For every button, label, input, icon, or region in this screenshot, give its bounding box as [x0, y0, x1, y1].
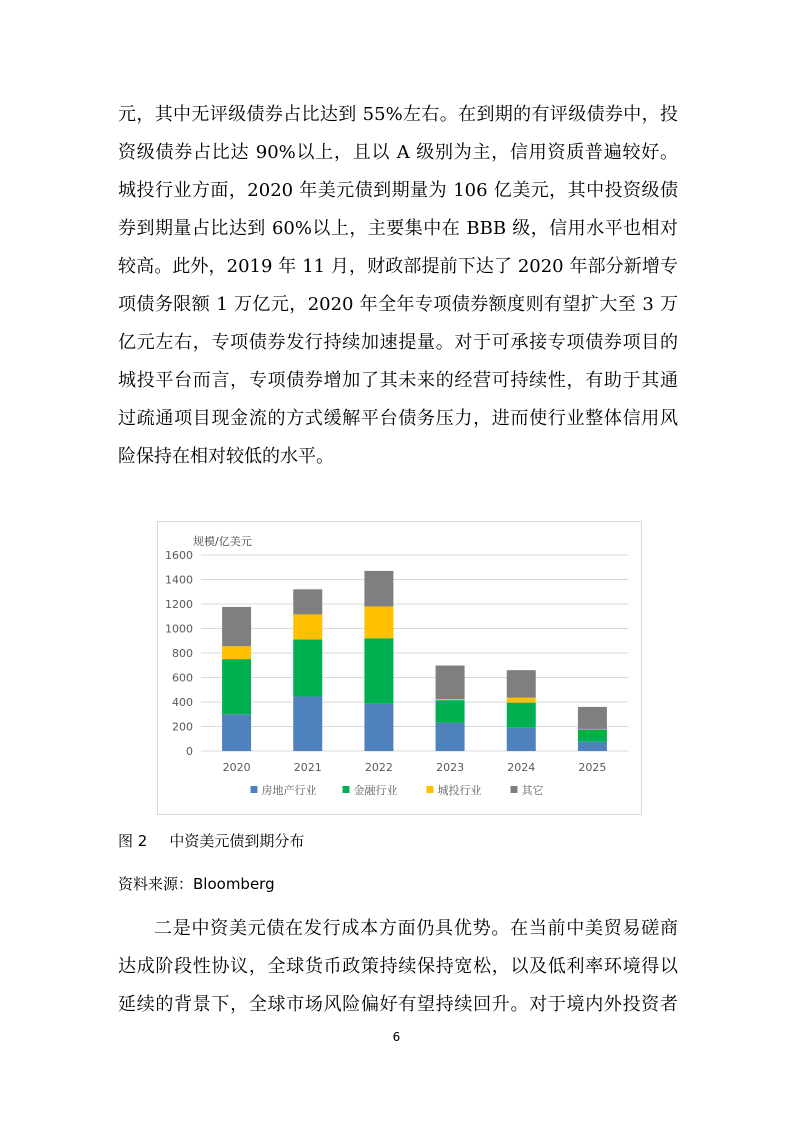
bar-segment	[578, 707, 607, 729]
y-tick-label: 1400	[165, 573, 193, 587]
bar-segment	[507, 703, 536, 728]
bar-segment	[293, 640, 322, 697]
figure-source: 资料来源：Bloomberg	[118, 875, 275, 893]
bar-segment	[507, 728, 536, 751]
y-axis-label: 规模/亿美元	[193, 535, 252, 548]
paragraph-1	[118, 96, 678, 476]
chart-figure	[157, 521, 642, 815]
bar-segment	[578, 730, 607, 742]
bar-segment	[436, 723, 465, 751]
text-line: 险保持在相对较低的水平。	[118, 446, 334, 467]
y-tick-label: 0	[186, 745, 193, 758]
y-tick-label: 400	[172, 696, 193, 709]
legend-label: 房地产行业	[261, 784, 317, 797]
bar-segment	[293, 589, 322, 614]
bar-segment	[293, 614, 322, 639]
text-line: 券到期量占比达到 60%以上，主要集中在 BBB 级，信用水平也相对	[118, 218, 678, 239]
bar-segment	[578, 742, 607, 751]
figure-caption	[118, 830, 304, 851]
text-line: 城投平台而言，专项债券增加了其未来的经营可持续性，有助于其通	[118, 370, 678, 391]
legend-label: 金融行业	[353, 784, 398, 797]
page-number: 6	[392, 1030, 401, 1044]
text-line: 项债务限额 1 万亿元，2020 年全年专项债券额度则有望扩大至 3 万	[118, 294, 678, 315]
bar-segment	[364, 638, 393, 704]
stacked-bar-chart	[158, 522, 643, 816]
legend-swatch	[343, 786, 350, 793]
bar-segment	[222, 646, 251, 659]
legend-label: 其它	[521, 784, 544, 797]
y-tick-label: 200	[172, 720, 193, 734]
bar-segment	[222, 607, 251, 646]
bar-segment	[578, 729, 607, 730]
x-tick-label: 2024	[507, 761, 536, 774]
y-tick-label: 1000	[165, 622, 193, 636]
x-tick-label: 2022	[364, 761, 393, 774]
text-line: 较高。此外，2019 年 11 月，财政部提前下达了 2020 年部分新增专	[118, 256, 678, 277]
bar-segment	[222, 659, 251, 714]
paragraph-2	[118, 910, 678, 1024]
text-line: 二是中资美元债在发行成本方面仍具优势。在当前中美贸易磋商	[154, 918, 678, 939]
text-line: 达成阶段性协议，全球货币政策持续保持宽松，以及低利率环境得以	[118, 956, 678, 977]
bar-segment	[507, 698, 536, 703]
bar-segment	[364, 704, 393, 751]
x-tick-label: 2021	[293, 761, 322, 774]
y-tick-label: 800	[172, 647, 193, 660]
text-line: 资级债券占比达 90%以上，且以 A 级别为主，信用资质普遍较好。	[118, 142, 678, 163]
text-line: 亿元左右，专项债券发行持续加速提量。对于可承接专项债券项目的	[118, 332, 678, 353]
text-line: 延续的背景下，全球市场风险偏好有望持续回升。对于境内外投资者	[118, 994, 678, 1015]
x-tick-label: 2020	[222, 761, 251, 774]
bar-segment	[293, 696, 322, 751]
figure-number: 图 2	[118, 832, 148, 850]
legend-swatch	[511, 786, 518, 793]
bar-segment	[507, 670, 536, 698]
x-tick-label: 2025	[578, 761, 607, 774]
bar-segment	[364, 606, 393, 638]
bar-segment	[436, 700, 465, 723]
y-tick-label: 1600	[165, 549, 193, 562]
text-line: 过疏通项目现金流的方式缓解平台债务压力，进而使行业整体信用风	[118, 408, 678, 429]
text-line: 城投行业方面，2020 年美元债到期量为 106 亿美元，其中投资级债	[118, 180, 678, 201]
legend-label: 城投行业	[437, 784, 482, 797]
y-tick-label: 600	[172, 671, 193, 685]
bar-segment	[222, 714, 251, 751]
legend-swatch	[427, 786, 434, 793]
y-tick-label: 1200	[165, 598, 193, 611]
x-tick-label: 2023	[436, 761, 465, 774]
text-line: 元，其中无评级债券占比达到 55%左右。在到期的有评级债券中，投	[118, 104, 678, 125]
bar-segment	[364, 571, 393, 607]
figure-title: 中资美元债到期分布	[169, 832, 305, 850]
legend-swatch	[251, 786, 258, 793]
bar-segment	[436, 665, 465, 699]
bar-segment	[436, 699, 465, 700]
